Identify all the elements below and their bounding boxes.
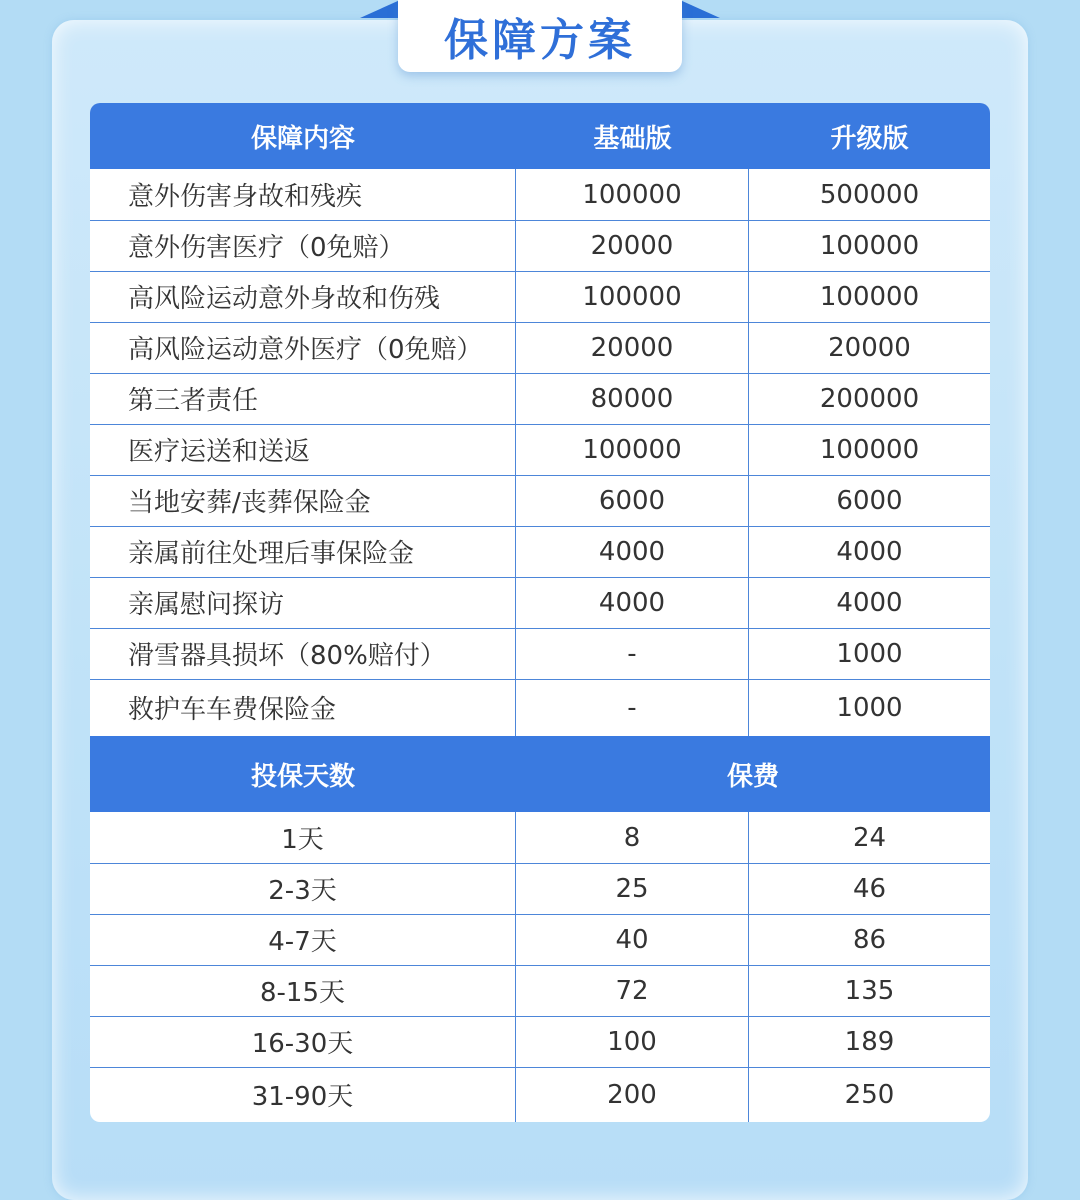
coverage-item: 医疗运送和送返 [90, 424, 516, 475]
basic-premium: 8 [516, 812, 749, 863]
upgrade-premium: 250 [844, 1079, 895, 1110]
coverage-item: 救护车车费保险金 [90, 679, 516, 736]
table-row [90, 1067, 990, 1122]
page-title: 保障方案 [444, 15, 636, 66]
coverage-item: 亲属前往处理后事保险金 [90, 526, 516, 577]
basic-amount: 100000 [516, 424, 749, 475]
table-row [90, 679, 990, 736]
upgrade-amount: 100000 [819, 434, 920, 465]
insured-days: 4-7天 [90, 914, 516, 965]
header-basic-plan: 基础版 [593, 123, 672, 154]
upgrade-amount: 4000 [836, 587, 903, 618]
upgrade-premium: 46 [852, 873, 887, 904]
table-row [90, 526, 990, 578]
table-row [90, 220, 990, 272]
header-coverage-content: 保障内容 [250, 123, 355, 154]
title-tab [398, 0, 682, 72]
header-insured-days: 投保天数 [250, 761, 355, 792]
title-wing-right [680, 0, 720, 18]
upgrade-amount: 20000 [828, 332, 911, 363]
table-row [90, 373, 990, 425]
coverage-item: 第三者责任 [90, 373, 516, 424]
upgrade-premium: 86 [852, 924, 887, 955]
table-row [90, 1016, 990, 1068]
table-row [90, 812, 990, 864]
insured-days: 8-15天 [90, 965, 516, 1016]
table-row [90, 965, 990, 1017]
table-row [90, 271, 990, 323]
coverage-item: 意外伤害医疗（0免赔） [90, 220, 516, 271]
upgrade-amount: 1000 [836, 692, 903, 723]
basic-amount: - [516, 628, 749, 679]
table-row [90, 628, 990, 680]
table-row [90, 863, 990, 915]
table-row [90, 424, 990, 476]
basic-amount: - [516, 679, 749, 736]
basic-amount: 20000 [516, 322, 749, 373]
header-premium: 保费 [726, 761, 779, 792]
basic-premium: 200 [516, 1067, 749, 1122]
basic-amount: 100000 [516, 169, 749, 220]
coverage-header-row [90, 103, 990, 169]
insured-days: 31-90天 [90, 1067, 516, 1122]
basic-premium: 40 [516, 914, 749, 965]
upgrade-premium: 189 [844, 1026, 895, 1057]
upgrade-amount: 100000 [819, 281, 920, 312]
basic-amount: 6000 [516, 475, 749, 526]
upgrade-amount: 4000 [836, 536, 903, 567]
upgrade-amount: 500000 [819, 179, 920, 210]
table-row [90, 914, 990, 966]
coverage-item: 意外伤害身故和残疾 [90, 169, 516, 220]
upgrade-amount: 1000 [836, 638, 903, 669]
basic-amount: 80000 [516, 373, 749, 424]
upgrade-premium: 24 [852, 822, 887, 853]
header-upgrade-plan: 升级版 [830, 123, 909, 154]
insured-days: 1天 [90, 812, 516, 863]
coverage-item: 当地安葬/丧葬保险金 [90, 475, 516, 526]
basic-premium: 25 [516, 863, 749, 914]
coverage-item: 亲属慰问探访 [90, 577, 516, 628]
upgrade-amount: 100000 [819, 230, 920, 261]
basic-amount: 4000 [516, 577, 749, 628]
upgrade-amount: 6000 [836, 485, 903, 516]
coverage-item: 高风险运动意外医疗（0免赔） [90, 322, 516, 373]
coverage-item: 高风险运动意外身故和伤残 [90, 271, 516, 322]
table-row [90, 322, 990, 374]
upgrade-premium: 135 [844, 975, 895, 1006]
title-wing-left [360, 0, 400, 18]
basic-amount: 4000 [516, 526, 749, 577]
basic-amount: 100000 [516, 271, 749, 322]
premium-header-row [90, 736, 990, 812]
basic-amount: 20000 [516, 220, 749, 271]
table-row [90, 169, 990, 221]
upgrade-amount: 200000 [819, 383, 920, 414]
basic-premium: 72 [516, 965, 749, 1016]
table-row [90, 577, 990, 629]
basic-premium: 100 [516, 1016, 749, 1067]
insured-days: 16-30天 [90, 1016, 516, 1067]
table-row [90, 475, 990, 527]
coverage-item: 滑雪器具损坏（80%赔付） [90, 628, 516, 679]
plan-table [90, 103, 990, 1122]
insured-days: 2-3天 [90, 863, 516, 914]
